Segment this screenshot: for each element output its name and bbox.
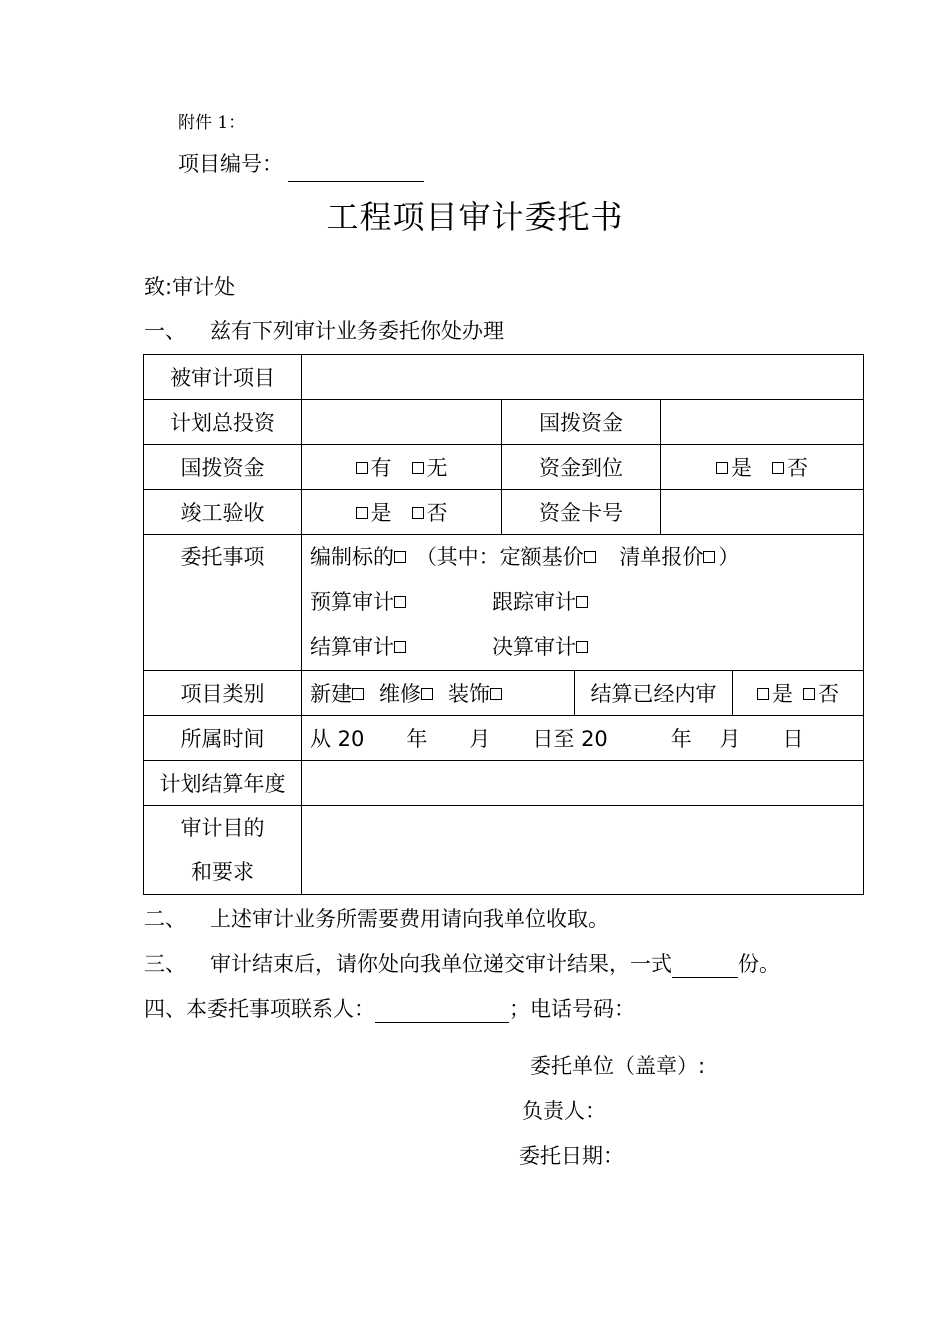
table-row bbox=[144, 400, 864, 445]
contact-person-label: 四、本委托事项联系人： bbox=[144, 997, 375, 1021]
section-one bbox=[144, 315, 504, 345]
budget-audit-label: 预算审计 bbox=[310, 590, 394, 614]
commission-items-label: 委托事项 bbox=[144, 535, 302, 671]
audit-purpose-label bbox=[144, 806, 302, 895]
audited-project-field[interactable] bbox=[302, 355, 864, 400]
fund-card-field[interactable] bbox=[661, 490, 864, 535]
audit-purpose-label-line1: 审计目的 bbox=[180, 816, 265, 840]
checkbox-yes[interactable] bbox=[757, 688, 769, 700]
checkbox-decoration[interactable] bbox=[490, 688, 502, 700]
settlement-audit-label: 结算审计 bbox=[310, 635, 394, 659]
project-number-field[interactable] bbox=[288, 181, 424, 182]
audited-project-label: 被审计项目 bbox=[144, 355, 302, 400]
section-one-number: 一、 bbox=[144, 319, 186, 343]
responsible-person-label: 负责人： bbox=[522, 1099, 606, 1123]
checkbox-tracking-audit[interactable] bbox=[576, 596, 588, 608]
checkbox-bid-compilation[interactable] bbox=[394, 551, 406, 563]
table-row bbox=[144, 490, 864, 535]
project-category-options bbox=[302, 671, 575, 716]
copies-field[interactable] bbox=[672, 955, 738, 978]
commissioning-unit-label: 委托单位（盖章）: bbox=[530, 1054, 706, 1078]
option-yes-label: 是 bbox=[772, 682, 794, 706]
commission-date-label: 委托日期： bbox=[519, 1144, 624, 1168]
period-label: 所属时间 bbox=[144, 716, 302, 761]
table-row bbox=[144, 355, 864, 400]
attachment-label: 附件 1： bbox=[178, 113, 246, 133]
option-yes-label: 是 bbox=[731, 456, 753, 480]
checkbox-yes[interactable] bbox=[356, 462, 368, 474]
document-title: 工程项目审计委托书 bbox=[326, 198, 624, 236]
new-build-label: 新建 bbox=[310, 682, 352, 706]
section-one-text: 兹有下列审计业务委托你处办理 bbox=[210, 319, 504, 343]
planned-investment-field[interactable] bbox=[302, 400, 502, 445]
checkbox-no[interactable] bbox=[412, 462, 424, 474]
checkbox-no[interactable] bbox=[412, 507, 424, 519]
table-row bbox=[144, 445, 864, 490]
checkbox-repair[interactable] bbox=[421, 688, 433, 700]
table-row bbox=[144, 806, 864, 895]
settlement-year-label: 计划结算年度 bbox=[144, 761, 302, 806]
section-three-text: 审计结束后，请你处向我单位递交审计结果，一式 bbox=[210, 952, 672, 976]
commission-items-cell bbox=[302, 535, 864, 671]
phone-label: ；电话号码： bbox=[509, 997, 635, 1021]
state-funds-options bbox=[302, 445, 502, 490]
option-yes-label: 是 bbox=[370, 501, 392, 525]
audit-purpose-field[interactable] bbox=[302, 806, 864, 895]
table-row bbox=[144, 716, 864, 761]
checkbox-yes[interactable] bbox=[716, 462, 728, 474]
option-yes-label: 有 bbox=[370, 456, 392, 480]
contact-person-field[interactable] bbox=[375, 1000, 509, 1023]
recipient-line: 致:审计处 bbox=[144, 275, 236, 299]
section-three-number: 三、 bbox=[144, 952, 186, 976]
bill-quotation-label: 清单报价 bbox=[619, 545, 704, 569]
bid-compilation-label: 编制标的 bbox=[310, 545, 394, 569]
decoration-label: 装饰 bbox=[448, 682, 490, 706]
option-no-label: 无 bbox=[426, 456, 448, 480]
tracking-audit-label: 跟踪审计 bbox=[492, 590, 576, 614]
section-two bbox=[144, 903, 609, 933]
quota-price-label: （其中：定额基价 bbox=[415, 545, 584, 569]
internal-audit-label: 结算已经内审 bbox=[575, 671, 733, 716]
fund-card-label: 资金卡号 bbox=[502, 490, 661, 535]
period-field[interactable]: 从 20 年 月 日至 20 年 月 日 bbox=[302, 716, 864, 761]
section-two-text: 上述审计业务所需要费用请向我单位收取。 bbox=[210, 907, 609, 931]
option-no-label: 否 bbox=[426, 501, 448, 525]
funds-arrived-label: 资金到位 bbox=[502, 445, 661, 490]
internal-audit-options bbox=[733, 671, 864, 716]
checkbox-bill-quotation[interactable] bbox=[703, 551, 715, 563]
audit-purpose-label-line2: 和要求 bbox=[191, 860, 254, 884]
section-two-number: 二、 bbox=[144, 907, 186, 931]
state-funds-label: 国拨资金 bbox=[502, 400, 661, 445]
state-funds-field[interactable] bbox=[661, 400, 864, 445]
state-funds-label-2: 国拨资金 bbox=[144, 445, 302, 490]
funds-arrived-options bbox=[661, 445, 864, 490]
checkbox-final-accounts-audit[interactable] bbox=[576, 641, 588, 653]
checkbox-yes[interactable] bbox=[356, 507, 368, 519]
checkbox-no[interactable] bbox=[772, 462, 784, 474]
table-row bbox=[144, 761, 864, 806]
final-accounts-audit-label: 决算审计 bbox=[492, 635, 576, 659]
option-no-label: 否 bbox=[787, 456, 809, 480]
repair-label: 维修 bbox=[379, 682, 421, 706]
table-row bbox=[144, 671, 864, 716]
section-three bbox=[144, 948, 780, 978]
project-category-label: 项目类别 bbox=[144, 671, 302, 716]
audit-form-table bbox=[143, 354, 864, 895]
section-four bbox=[144, 993, 635, 1023]
checkbox-budget-audit[interactable] bbox=[394, 596, 406, 608]
project-number-label: 项目编号： bbox=[178, 152, 283, 176]
closing-paren: ） bbox=[718, 545, 740, 569]
settlement-year-field[interactable] bbox=[302, 761, 864, 806]
completion-acceptance-label: 竣工验收 bbox=[144, 490, 302, 535]
table-row bbox=[144, 535, 864, 671]
checkbox-quota-price[interactable] bbox=[584, 551, 596, 563]
section-three-suffix: 份。 bbox=[738, 952, 780, 976]
completion-acceptance-options bbox=[302, 490, 502, 535]
checkbox-settlement-audit[interactable] bbox=[394, 641, 406, 653]
option-no-label: 否 bbox=[818, 682, 840, 706]
checkbox-no[interactable] bbox=[803, 688, 815, 700]
checkbox-new-build[interactable] bbox=[352, 688, 364, 700]
planned-investment-label: 计划总投资 bbox=[144, 400, 302, 445]
